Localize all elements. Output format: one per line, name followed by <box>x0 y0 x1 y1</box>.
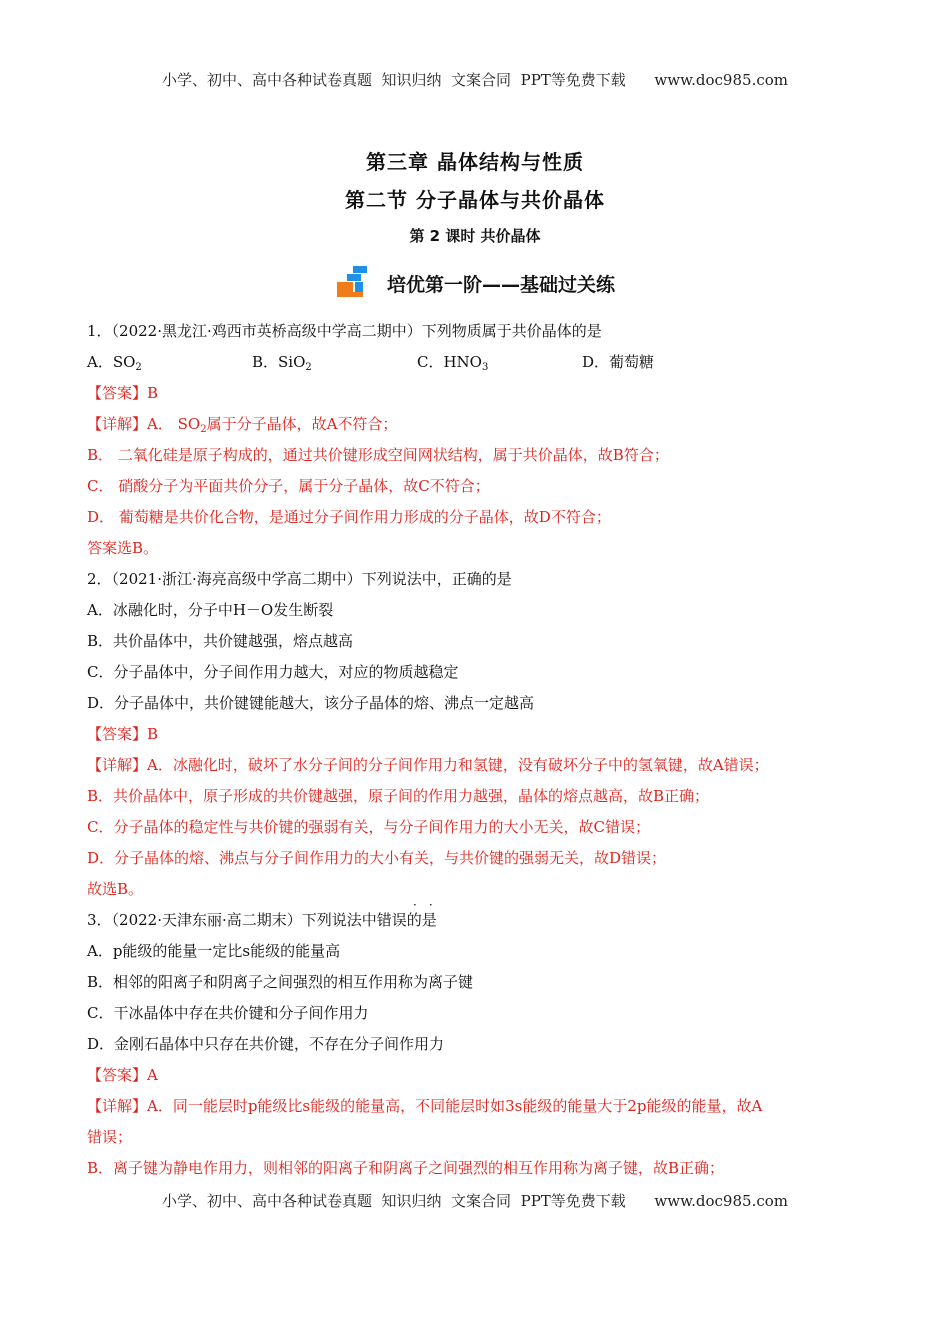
chapter-title: 第三章 晶体结构与性质 <box>366 150 584 174</box>
q1-detail-d: D． 葡萄糖是共价化合物，是通过分子间作用力形成的分子晶体，故D不符合； <box>87 508 611 526</box>
q2-detail-c: C．分子晶体的稳定性与共价键的强弱有关，与分子间作用力的大小无关，故C错误； <box>87 818 650 836</box>
q2-detail-a: 【详解】A．冰融化时，破坏了水分子间的分子间作用力和氢键，没有破坏分子中的氢氧键，故A错误； <box>87 756 769 774</box>
q2-answer: 【答案】B <box>87 725 159 743</box>
q1-conclusion: 答案选B。 <box>87 539 159 557</box>
question-content <box>87 316 877 1184</box>
q3-detail-a-continued: 错误； <box>87 1128 133 1146</box>
q1-detail-a: 【详解】A． $SO_2$属于分子晶体，故A不符合； <box>87 415 398 435</box>
q1-answer: 【答案】B <box>87 384 159 402</box>
q1-options <box>87 347 877 378</box>
q3-answer: 【答案】A <box>87 1066 158 1084</box>
section-heading <box>0 266 950 304</box>
q2-conclusion: 故选B。 <box>87 880 144 898</box>
q3-option-a: A．p能级的能量一定比s能级的能量高 <box>87 942 341 960</box>
emphasis-dots: ·· <box>413 898 445 912</box>
q2-option-a: A．冰融化时，分子中H－O发生断裂 <box>87 601 334 619</box>
section-title: 第二节 分子晶体与共价晶体 <box>345 188 605 212</box>
q1-option-b: B．SiO$_2$ <box>252 353 312 373</box>
q1-option-d: D．葡萄糖 <box>582 353 655 371</box>
q2-detail-d: D．分子晶体的熔、沸点与分子间作用力的大小有关，与共价键的强弱无关，故D错误； <box>87 849 667 867</box>
q2-option-d: D．分子晶体中，共价键键能越大，该分子晶体的熔、沸点一定越高 <box>87 694 535 712</box>
q2-option-c: C．分子晶体中，分子间作用力越大，对应的物质越稳定 <box>87 663 459 681</box>
q1-option-c: C．$HNO_3$ <box>417 353 489 373</box>
stairs-logo-icon <box>335 266 377 300</box>
page-footer: 小学、初中、高中各种试卷真题 知识归纳 文案合同 PPT等免费下载 www.doc985.com <box>161 1192 788 1210</box>
q3-stem: 3．（2022·天津东丽·高二期末）下列说法中错误的是 <box>87 911 437 929</box>
q2-stem: 2．（2021·浙江·海亮高级中学高二期中）下列说法中，正确的是 <box>87 570 512 588</box>
q1-option-a: A．$SO_2$ <box>87 353 142 373</box>
q3-option-c: C．干冰晶体中存在共价键和分子间作用力 <box>87 1004 369 1022</box>
q3-option-d: D．金刚石晶体中只存在共价键，不存在分子间作用力 <box>87 1035 445 1053</box>
page-header: 小学、初中、高中各种试卷真题 知识归纳 文案合同 PPT等免费下载 www.doc985.com <box>161 71 788 89</box>
section-heading-label: 培优第一阶——基础过关练 <box>386 273 615 296</box>
q3-detail-b: B．离子键为静电作用力，则相邻的阳离子和阴离子之间强烈的相互作用称为离子键，故B正确； <box>87 1159 725 1177</box>
q2-detail-b: B．共价晶体中，原子形成的共价键越强，原子间的作用力越强，晶体的熔点越高，故B正确； <box>87 787 710 805</box>
lesson-title: 第 2 课时 共价晶体 <box>409 227 541 245</box>
q2-option-b: B．共价晶体中，共价键越强，熔点越高 <box>87 632 354 650</box>
q1-detail-b: B． 二氧化硅是原子构成的，通过共价键形成空间网状结构，属于共价晶体，故B符合； <box>87 446 669 464</box>
q1-detail-c: C． 硝酸分子为平面共价分子，属于分子晶体，故C不符合； <box>87 477 490 495</box>
q1-stem: 1．（2022·黑龙江·鸡西市英桥高级中学高二期中）下列物质属于共价晶体的是 <box>87 322 602 340</box>
q3-option-b: B．相邻的阳离子和阴离子之间强烈的相互作用称为离子键 <box>87 973 474 991</box>
q3-detail-a: 【详解】A．同一能层时p能级比s能级的能量高，不同能层时如3s能级的能量大于2p能级的能量，故A <box>87 1097 763 1115</box>
